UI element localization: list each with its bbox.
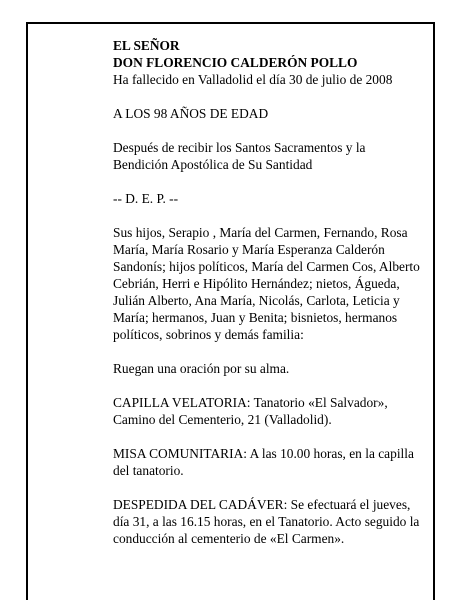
age-line: A LOS 98 AÑOS DE EDAD [113, 106, 269, 121]
prayer-line: Ruegan una oración por su alma. [113, 361, 290, 376]
dep-line: -- D. E. P. -- [113, 191, 179, 206]
obituary-text [113, 37, 423, 564]
title-line-1: EL SEÑOR [113, 38, 180, 53]
family-paragraph: Sus hijos, Serapio , María del Carmen, Fernando, Rosa María, María Rosario y María Esperanza Calderón Sandonís; hijos políticos, María del Carmen Cos, Alberto Cebrián, Herri e Hipólito Hernández; nietos, Águeda, Julián Alberto, Ana María, Nicolás, Carlota, Leticia y María; hermanos, Juan y Benita; bisnietos, hermanos políticos, sobrinos y demás familia: [113, 225, 420, 342]
chapel-paragraph: CAPILLA VELATORIA: Tanatorio «El Salvador», Camino del Cementerio, 21 (Valladolid). [113, 395, 388, 427]
page-border-left [26, 22, 28, 600]
mass-paragraph: MISA COMUNITARIA: A las 10.00 horas, en la capilla del tanatorio. [113, 446, 414, 478]
sacraments-paragraph: Después de recibir los Santos Sacramentos y la Bendición Apostólica de Su Santidad [113, 140, 366, 172]
death-notice: Ha fallecido en Valladolid el día 30 de julio de 2008 [113, 72, 393, 87]
page-border-right [433, 22, 435, 600]
deceased-name: DON FLORENCIO CALDERÓN POLLO [113, 55, 358, 70]
page-border-top [26, 22, 435, 24]
farewell-paragraph: DESPEDIDA DEL CADÁVER: Se efectuará el jueves, día 31, a las 16.15 horas, en el Tanatorio. Acto seguido la conducción al cementerio de «El Carmen». [113, 497, 420, 546]
